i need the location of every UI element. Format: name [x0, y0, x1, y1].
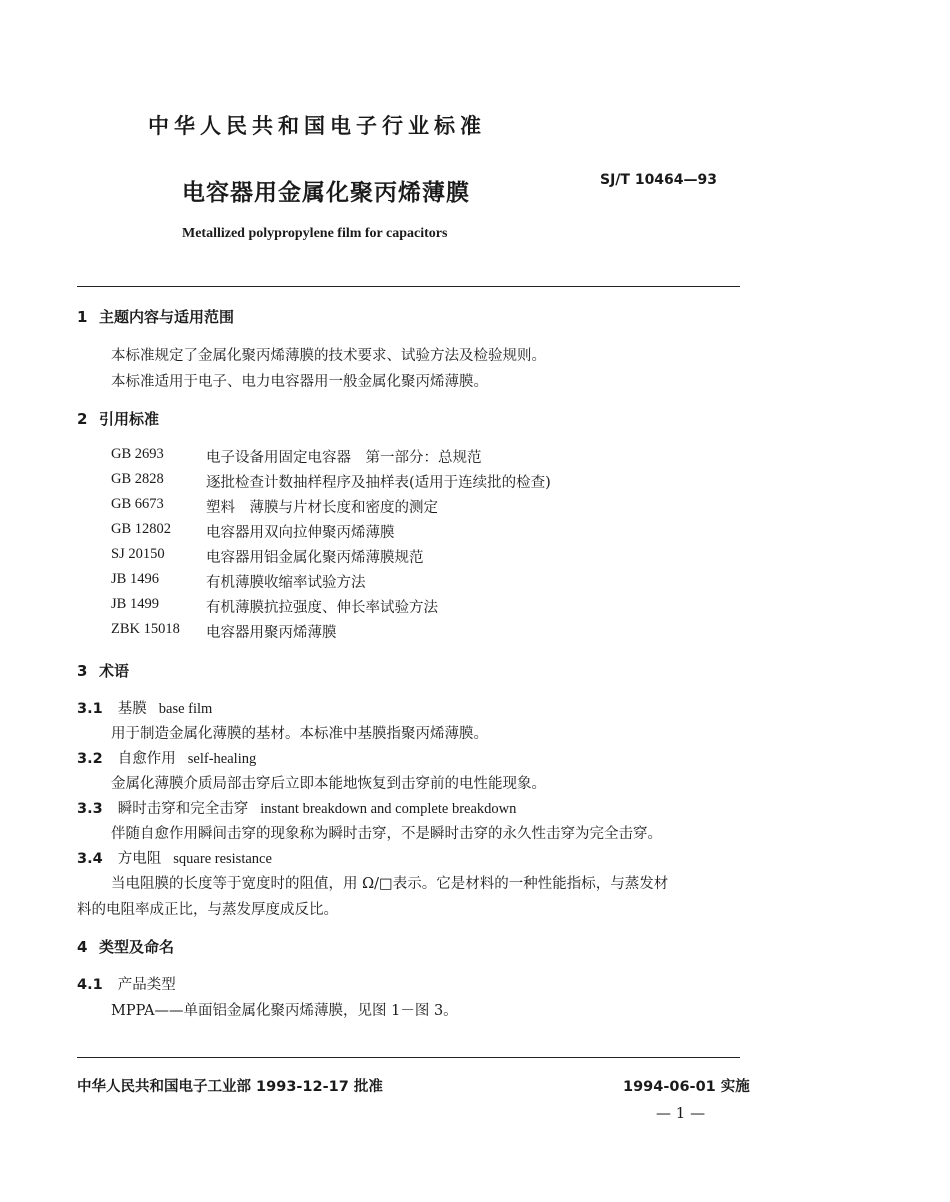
reference-code: GB 2693 [111, 446, 164, 462]
reference-title: 塑料 薄膜与片材长度和密度的测定 [206, 500, 438, 516]
term-name: 方电阻 [117, 851, 162, 867]
term-definition: 用于制造金属化薄膜的基材。本标准中基膜指聚丙烯薄膜。 [111, 726, 488, 742]
issuing-body-heading: 中华人民共和国电子行业标准 [148, 114, 486, 138]
term-definition-continued: 料的电阻率成正比，与蒸发厚度成反比。 [77, 902, 338, 918]
term-english: base film [158, 701, 213, 717]
reference-title: 有机薄膜收缩率试验方法 [206, 575, 366, 591]
reference-title: 有机薄膜抗拉强度、伸长率试验方法 [206, 600, 438, 616]
term-3-2 [77, 747, 256, 768]
term-definition: 伴随自愈作用瞬间击穿的现象称为瞬时击穿，不是瞬时击穿的永久性击穿为完全击穿。 [111, 826, 662, 842]
footer-divider [77, 1057, 740, 1058]
term-number: 3.4 [77, 851, 103, 867]
standard-code: SJ/T 10464—93 [600, 172, 718, 188]
term-number: 3.2 [77, 751, 103, 767]
subsection-4-1-heading [77, 973, 176, 994]
term-english: square resistance [173, 851, 272, 867]
section-number: 2 [77, 410, 88, 428]
term-number: 3.1 [77, 701, 103, 717]
section-title: 类型及命名 [99, 938, 175, 956]
subsection-number: 4.1 [77, 977, 103, 993]
reference-code: JB 1499 [111, 596, 159, 612]
section-1-paragraph-2: 本标准适用于电子、电力电容器用一般金属化聚丙烯薄膜。 [111, 374, 488, 390]
term-name: 瞬时击穿和完全击穿 [117, 801, 249, 817]
term-name: 基膜 [117, 701, 147, 717]
reference-title: 电容器用双向拉伸聚丙烯薄膜 [206, 525, 395, 541]
term-english: instant breakdown and complete breakdown [260, 801, 517, 817]
english-title: Metallized polypropylene film for capacitors [182, 226, 448, 241]
section-3-heading [77, 660, 129, 681]
reference-code: GB 2828 [111, 471, 164, 487]
document-title: 电容器用金属化聚丙烯薄膜 [182, 180, 470, 206]
approval-note: 中华人民共和国电子工业部 1993-12-17 批准 [77, 1079, 383, 1095]
effective-date: 1994-06-01 实施 [623, 1079, 750, 1095]
subsection-title: 产品类型 [117, 977, 176, 993]
term-number: 3.3 [77, 801, 103, 817]
reference-code: SJ 20150 [111, 546, 165, 562]
reference-code: JB 1496 [111, 571, 159, 587]
section-2-heading [77, 408, 159, 429]
header-divider [77, 286, 740, 287]
section-1-heading [77, 306, 234, 327]
section-title: 引用标准 [99, 410, 160, 428]
term-english: self-healing [187, 751, 257, 767]
term-name: 自愈作用 [117, 751, 176, 767]
section-number: 3 [77, 662, 88, 680]
term-3-4 [77, 847, 272, 868]
reference-title: 电容器用聚丙烯薄膜 [206, 625, 337, 641]
term-3-1 [77, 697, 212, 718]
reference-title: 电容器用铝金属化聚丙烯薄膜规范 [206, 550, 424, 566]
section-title: 术语 [99, 662, 130, 680]
reference-title: 电子设备用固定电容器 第一部分：总规范 [206, 450, 482, 466]
section-4-heading [77, 936, 174, 957]
section-number: 1 [77, 308, 88, 326]
section-4-paragraph-1: MPPA——单面铝金属化聚丙烯薄膜，见图 1－图 3。 [111, 1003, 458, 1019]
term-3-3 [77, 797, 516, 818]
page-number: — 1 — [656, 1104, 706, 1122]
reference-code: GB 12802 [111, 521, 172, 537]
reference-code: ZBK 15018 [111, 621, 180, 637]
section-number: 4 [77, 938, 88, 956]
section-1-paragraph-1: 本标准规定了金属化聚丙烯薄膜的技术要求、试验方法及检验规则。 [111, 348, 546, 364]
term-definition: 当电阻膜的长度等于宽度时的阻值，用 Ω/□表示。它是材料的一种性能指标，与蒸发材 [111, 876, 669, 892]
section-title: 主题内容与适用范围 [99, 308, 235, 326]
term-definition: 金属化薄膜介质局部击穿后立即本能地恢复到击穿前的电性能现象。 [111, 776, 546, 792]
reference-title: 逐批检查计数抽样程序及抽样表(适用于连续批的检查) [206, 475, 551, 491]
reference-code: GB 6673 [111, 496, 164, 512]
